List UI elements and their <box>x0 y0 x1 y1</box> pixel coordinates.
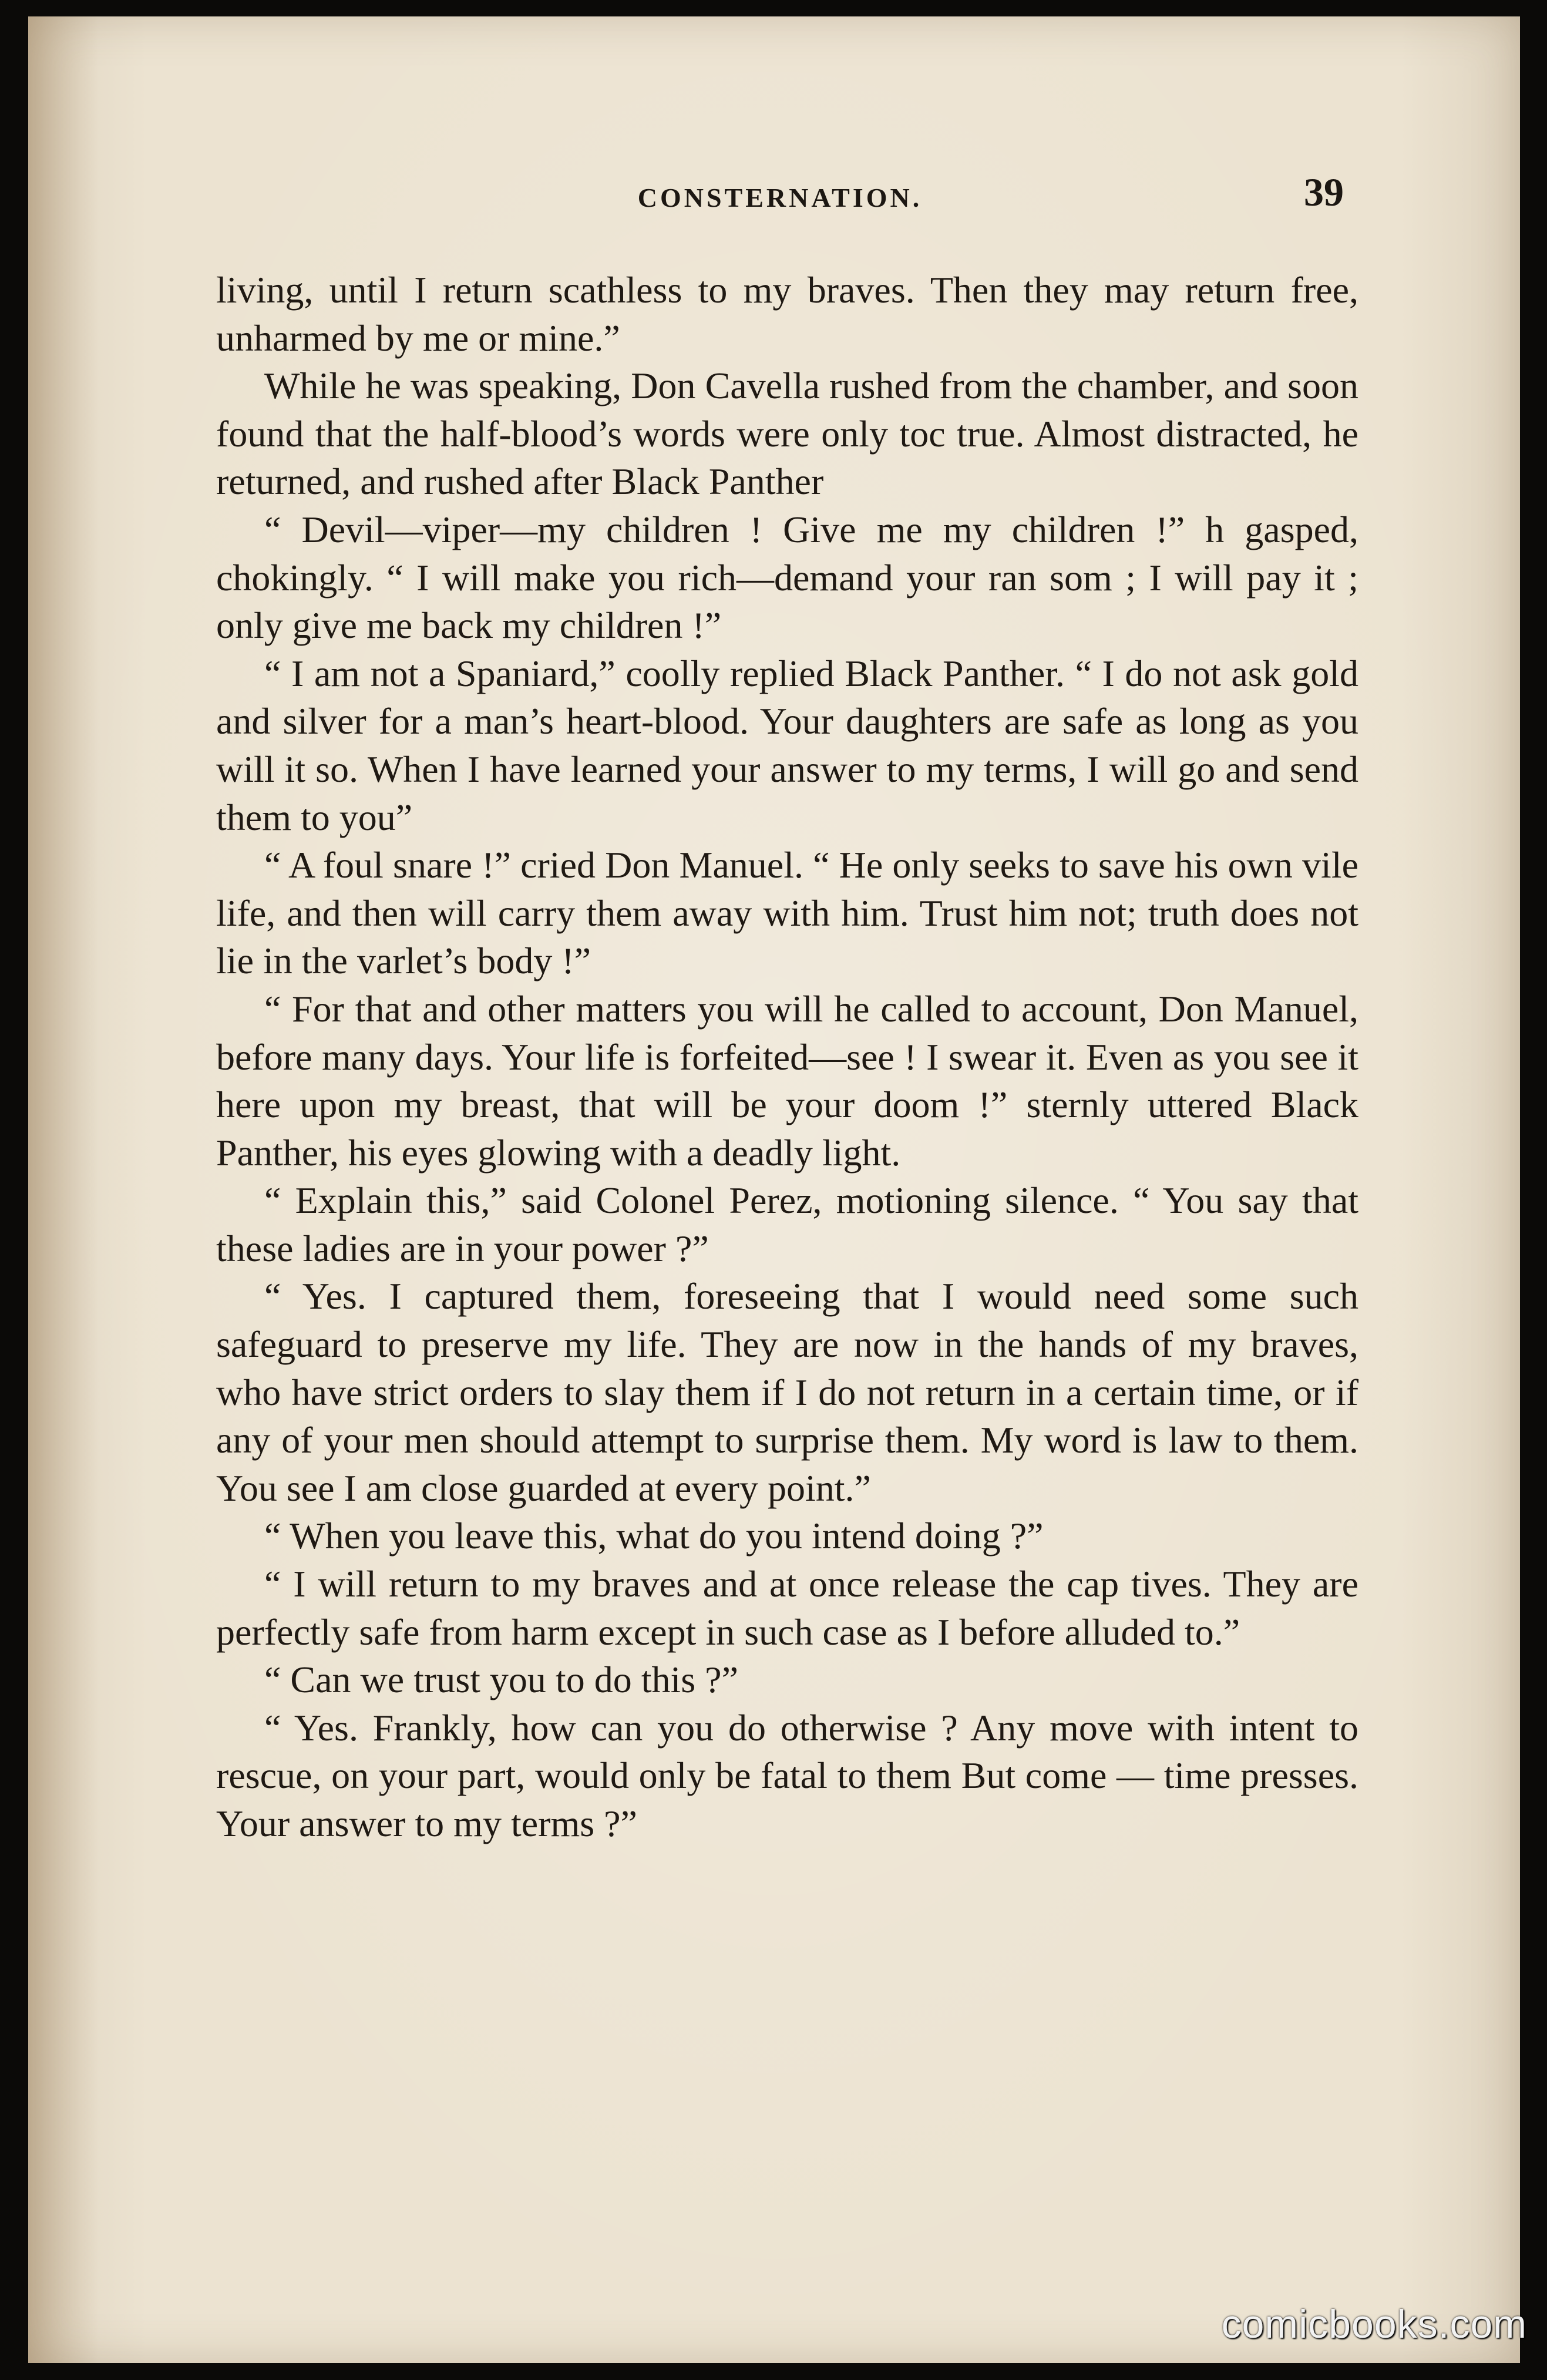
paragraph: “ Explain this,” said Colonel Perez, motioning silence. “ You say that these ladies are in your power ?” <box>216 1179 1358 1269</box>
page-gutter-shadow <box>28 16 99 2363</box>
page-number: 39 <box>1304 170 1344 214</box>
paragraph: “ For that and other matters you will he called to account, Don Manuel, before many days. Your life is forfeited—see ! I swear it. Even as you see it here upon my breast, that will be your doom !” sternly uttered Black Panther, his eyes glowing with a deadly light. <box>216 987 1358 1174</box>
running-head <box>216 170 1344 223</box>
paragraph: “ Yes. I captured them, foreseeing that I would need some such safeguard to preserve my life. They are now in the hands of my braves, who have strict orders to slay them if I do not return in a certain time, or if any of your men should attempt to surprise them. My word is law to them. You see I am close guarded at every point.” <box>216 1275 1358 1509</box>
paragraph: “ I am not a Spaniard,” coolly replied Black Panther. “ I do not ask gold and silver for a man’s heart-blood. Your daughters are safe as long as you will it so. When I have learned your answer to my terms, I will go and send them to you” <box>216 652 1358 838</box>
paragraph: “ Can we trust you to do this ?” <box>264 1659 738 1701</box>
running-title: CONSTERNATION. <box>637 183 923 213</box>
paragraph: While he was speaking, Don Cavella rushed from the chamber, and soon found that the half-blood’s words were only toc true. Almost distracted, he returned, and rushed after Black Panther <box>216 365 1358 503</box>
paragraph: “ A foul snare !” cried Don Manuel. “ He only seeks to save his own vile life, and then will carry them away with him. Trust him not; truth does not lie in the varlet’s body !” <box>216 844 1358 982</box>
paragraph: living, until I return scathless to my braves. Then they may return free, unharmed by me or mine.” <box>216 269 1358 359</box>
paragraph: “ Devil—viper—my children ! Give me my children !” h gasped, chokingly. “ I will make you rich—demand your ran som ; I will pay it ; only give me back my children !” <box>216 508 1358 647</box>
paragraph: “ Yes. Frankly, how can you do otherwise ? Any move with intent to rescue, on your part, would only be fatal to them But come — time presses. Your answer to my terms ?” <box>216 1706 1358 1844</box>
watermark: comicbooks.com <box>1221 2302 1527 2347</box>
book-page <box>28 16 1520 2363</box>
body-text <box>216 266 1358 1848</box>
paragraph: “ When you leave this, what do you intend doing ?” <box>264 1515 1044 1557</box>
paragraph: “ I will return to my braves and at once release the cap tives. They are perfectly safe from harm except in such case as I before alluded to.” <box>216 1563 1358 1653</box>
